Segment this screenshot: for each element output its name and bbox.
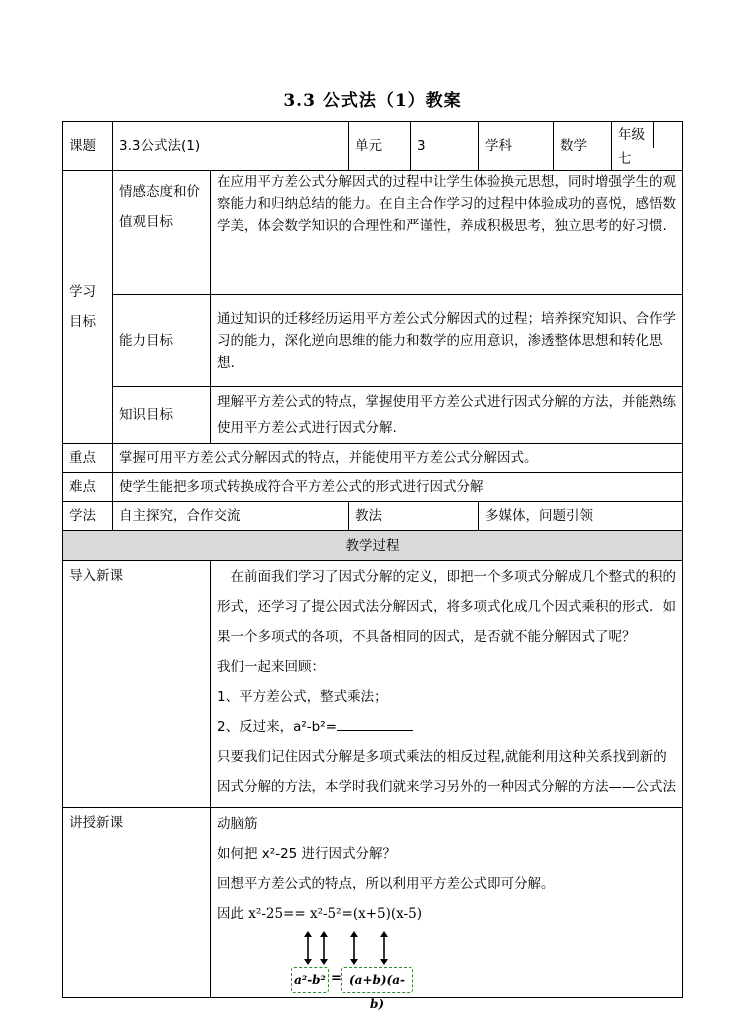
goal-row-ability — [63, 295, 683, 387]
intro-line-2-text: 2、反过来，a²-b²= — [217, 719, 337, 735]
goals-label — [63, 171, 113, 444]
teach-method-label: 教法 — [349, 502, 479, 531]
study-method-value: 自主探究，合作交流 — [113, 502, 349, 531]
formula-boxes — [217, 967, 676, 1011]
lecture-line-4: 因此 x²-25== x²-5²=(x+5)(x-5) — [217, 906, 422, 922]
goals-label-line1: 学习 — [69, 284, 96, 300]
emotion-goal-label-line2: 值观目标 — [119, 214, 173, 230]
double-arrow-icon — [319, 931, 329, 965]
topic-value: 3.3公式法(1) — [113, 122, 349, 171]
lecture-row — [63, 808, 683, 998]
knowledge-goal-label: 知识目标 — [113, 387, 211, 444]
goal-row-knowledge — [63, 387, 683, 444]
double-arrow-icon — [349, 931, 359, 965]
intro-line-review: 我们一起来回顾： — [217, 659, 325, 675]
topic-label: 课题 — [63, 122, 113, 171]
subject-value: 数学 — [554, 122, 612, 171]
process-heading: 教学过程 — [63, 531, 683, 561]
answer-blank — [337, 717, 413, 731]
difficulty-row — [63, 473, 683, 502]
intro-row — [63, 561, 683, 808]
ability-goal-text: 通过知识的迁移经历运用平方差公式分解因式的过程；培养探究知识、合作学习的能力，深化逆向思维的能力和数学的应用意识，渗透整体思想和转化思想. — [211, 295, 683, 387]
correspondence-arrows — [217, 931, 676, 967]
lecture-label: 讲授新课 — [63, 808, 211, 998]
study-method-label: 学法 — [63, 502, 113, 531]
key-point-row — [63, 444, 683, 473]
grade-label-and-value — [612, 122, 683, 171]
key-point-text: 掌握可用平方差公式分解因式的特点，并能使用平方差公式分解因式。 — [113, 444, 683, 473]
double-arrow-icon — [379, 931, 389, 965]
key-point-label: 重点 — [63, 444, 113, 473]
goal-row-emotion — [63, 171, 683, 295]
emotion-goal-label — [113, 171, 211, 295]
methods-row — [63, 502, 683, 531]
lecture-line-2: 如何把 x²-25 进行因式分解？ — [217, 846, 397, 862]
knowledge-goal-text: 理解平方差公式的特点，掌握使用平方差公式进行因式分解的方法，并能熟练使用平方差公式进行因式分解. — [211, 387, 683, 444]
lecture-line-1: 动脑筋 — [217, 816, 258, 832]
intro-line-2 — [217, 712, 676, 742]
subject-label: 学科 — [479, 122, 554, 171]
teach-method-value: 多媒体，问题引领 — [479, 502, 683, 531]
intro-paragraph-2: 只要我们记住因式分解是多项式乘法的相反过程,就能利用这种关系找到新的因式分解的方法，本学时我们就来学习另外的一种因式分解的方法——公式法 — [217, 749, 676, 795]
double-arrow-icon — [303, 931, 313, 965]
intro-line-1: 1、平方差公式，整式乘法； — [217, 689, 388, 705]
formula-equals: = — [331, 971, 342, 986]
lecture-line-3: 回想平方差公式的特点，所以利用平方差公式即可分解。 — [217, 876, 555, 892]
difficulty-label: 难点 — [63, 473, 113, 502]
formula-box-left: a²-b² — [291, 967, 329, 993]
header-row — [63, 122, 683, 171]
formula-box-right: (a+b)(a-b) — [341, 967, 413, 993]
lecture-content — [211, 808, 683, 1011]
unit-value: 3 — [411, 122, 479, 171]
lesson-plan-table — [62, 121, 683, 1011]
intro-label: 导入新课 — [63, 561, 211, 808]
ability-goal-label: 能力目标 — [113, 295, 211, 387]
grade-divider — [653, 122, 666, 148]
goals-label-line2: 目标 — [69, 314, 96, 330]
emotion-goal-label-line1: 情感态度和价 — [119, 184, 200, 200]
emotion-goal-text: 在应用平方差公式分解因式的过程中让学生体验换元思想，同时增强学生的观察能力和归纳总结的能力。在自主合作学习的过程中体验成功的喜悦，感悟数学美，体会数学知识的合理性和严谨性，养成积极思考，独立思考的好习惯. — [211, 171, 683, 295]
unit-label: 单元 — [349, 122, 411, 171]
document-title: 3.3 公式法（1）教案 — [283, 91, 462, 111]
grade-label: 年级 — [618, 127, 646, 143]
difficulty-text: 使学生能把多项式转换成符合平方差公式的形式进行因式分解 — [113, 473, 683, 502]
grade-value: 七 — [618, 151, 632, 167]
process-heading-row — [63, 531, 683, 561]
intro-content — [211, 561, 683, 808]
intro-paragraph-1: 在前面我们学习了因式分解的定义，即把一个多项式分解成几个整式的积的形式，还学习了提公因式法分解因式，将多项式化成几个因式乘积的形式．如果一个多项式的各项，不具备相同的因式，是否就不能分解因式了呢？ — [217, 569, 676, 645]
